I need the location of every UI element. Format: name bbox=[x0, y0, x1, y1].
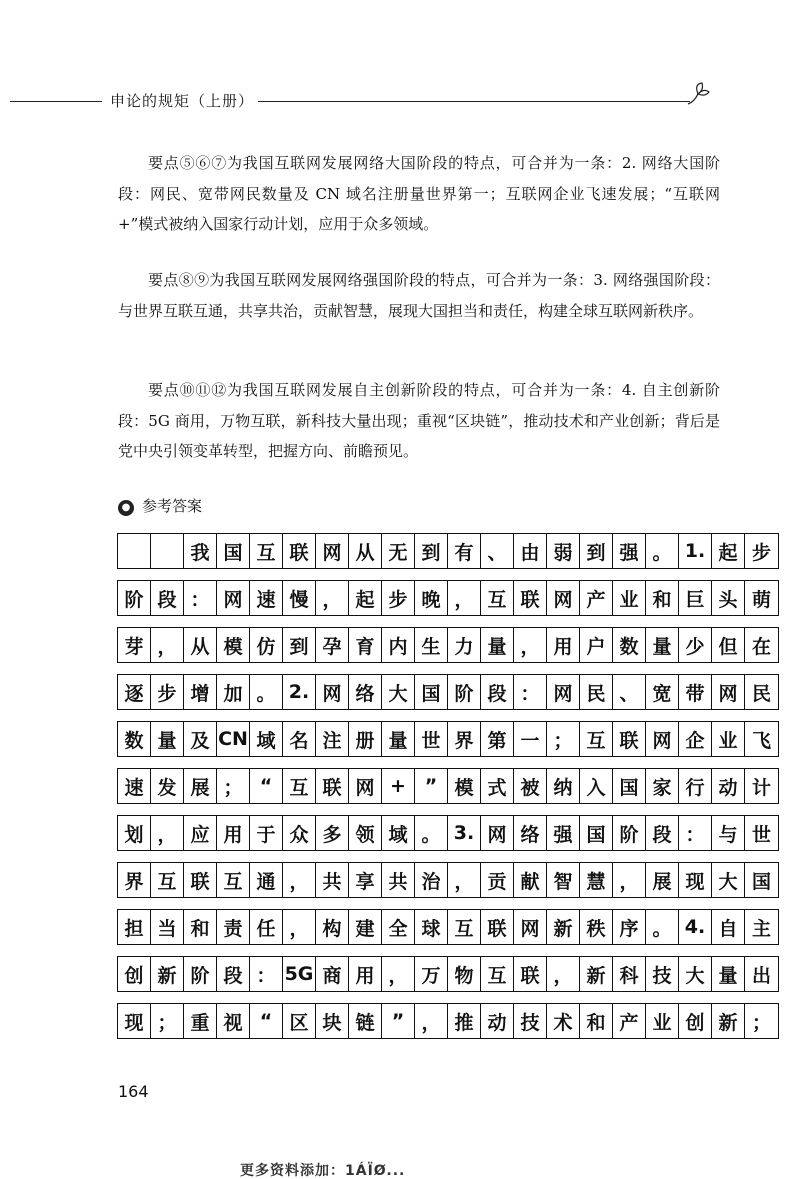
grid-cell: 世 bbox=[415, 722, 448, 756]
grid-cell: 自 bbox=[712, 910, 745, 944]
grid-cell: 划 bbox=[118, 816, 151, 850]
grid-cell: 速 bbox=[250, 581, 283, 615]
grid-row bbox=[117, 815, 779, 851]
grid-cell: 推 bbox=[448, 1004, 481, 1038]
grid-cell: 由 bbox=[514, 534, 547, 568]
grid-cell: ， bbox=[613, 863, 646, 897]
grid-cell: 2. bbox=[283, 675, 316, 709]
grid-cell: 起 bbox=[349, 581, 382, 615]
grid-cell: ； bbox=[217, 769, 250, 803]
grid-cell: ， bbox=[448, 863, 481, 897]
grid-cell: ： bbox=[514, 675, 547, 709]
grid-cell: 量 bbox=[481, 628, 514, 662]
grid-cell: 段 bbox=[646, 816, 679, 850]
grid-cell: ， bbox=[151, 628, 184, 662]
grid-cell: 到 bbox=[580, 534, 613, 568]
grid-cell: 册 bbox=[349, 722, 382, 756]
grid-cell: 芽 bbox=[118, 628, 151, 662]
grid-cell: 萌 bbox=[751, 588, 771, 611]
grid-cell: ； bbox=[751, 1011, 771, 1034]
grid-cell: 国 bbox=[751, 870, 771, 893]
grid-cell: 量 bbox=[646, 628, 679, 662]
grid-cell: 新 bbox=[151, 957, 184, 991]
grid-cell: 当 bbox=[151, 910, 184, 944]
grid-cell: + bbox=[382, 769, 415, 803]
grid-cell: 用 bbox=[547, 628, 580, 662]
grid-cell: 段 bbox=[151, 581, 184, 615]
grid-cell: 注 bbox=[316, 722, 349, 756]
grid-cell bbox=[151, 534, 184, 568]
grid-cell: 增 bbox=[184, 675, 217, 709]
grid-row bbox=[117, 1003, 779, 1039]
grid-cell: 网 bbox=[316, 534, 349, 568]
grid-cell: 互 bbox=[250, 534, 283, 568]
grid-cell: 链 bbox=[349, 1004, 382, 1038]
grid-cell: 大 bbox=[712, 863, 745, 897]
grid-cell: 创 bbox=[118, 957, 151, 991]
grid-cell: 展 bbox=[184, 769, 217, 803]
grid-cell: 万 bbox=[415, 957, 448, 991]
grid-cell: 国 bbox=[613, 769, 646, 803]
grid-cell: 从 bbox=[184, 628, 217, 662]
grid-cell: ； bbox=[151, 1004, 184, 1038]
grid-cell: 量 bbox=[712, 957, 745, 991]
grid-cell: 技 bbox=[646, 957, 679, 991]
footer-watermark-text: 更多资料添加：1ÁÏØ... bbox=[240, 1163, 406, 1179]
grid-cell: 术 bbox=[547, 1004, 580, 1038]
grid-cell: 于 bbox=[250, 816, 283, 850]
footer-watermark-fragment bbox=[240, 1150, 480, 1179]
grid-cell: 模 bbox=[217, 628, 250, 662]
grid-cell: 技 bbox=[514, 1004, 547, 1038]
grid-cell: ， bbox=[283, 863, 316, 897]
grid-cell: 发 bbox=[151, 769, 184, 803]
grid-cell: 阶 bbox=[184, 957, 217, 991]
grid-cell: 名 bbox=[283, 722, 316, 756]
grid-cell bbox=[118, 534, 151, 568]
grid-cell: 少 bbox=[679, 628, 712, 662]
grid-cell: 段 bbox=[481, 675, 514, 709]
grid-cell: 速 bbox=[118, 769, 151, 803]
grid-cell: 域 bbox=[250, 722, 283, 756]
grid-cell: 内 bbox=[382, 628, 415, 662]
grid-cell: 治 bbox=[415, 863, 448, 897]
answer-grid bbox=[117, 533, 779, 1050]
grid-cell: 企 bbox=[679, 722, 712, 756]
grid-cell: 球 bbox=[415, 910, 448, 944]
grid-cell: 网 bbox=[217, 581, 250, 615]
grid-cell: 数 bbox=[613, 628, 646, 662]
grid-cell: 阶 bbox=[448, 675, 481, 709]
grid-row bbox=[117, 909, 779, 945]
grid-cell: ， bbox=[151, 816, 184, 850]
grid-cell: 大 bbox=[382, 675, 415, 709]
grid-cell: 网 bbox=[481, 816, 514, 850]
grid-cell: 应 bbox=[184, 816, 217, 850]
grid-cell: 序 bbox=[613, 910, 646, 944]
grid-cell: 现 bbox=[679, 863, 712, 897]
grid-cell: 4. bbox=[679, 910, 712, 944]
grid-cell: 被 bbox=[514, 769, 547, 803]
grid-cell: 产 bbox=[613, 1004, 646, 1038]
grid-cell: 主 bbox=[751, 917, 771, 940]
grid-cell: 生 bbox=[415, 628, 448, 662]
grid-cell: 民 bbox=[751, 682, 771, 705]
grid-cell: 阶 bbox=[118, 581, 151, 615]
grid-cell: 网 bbox=[316, 675, 349, 709]
grid-cell: 现 bbox=[118, 1004, 151, 1038]
grid-cell: 众 bbox=[283, 816, 316, 850]
grid-row bbox=[117, 533, 779, 569]
grid-cell: 第 bbox=[481, 722, 514, 756]
grid-cell: 新 bbox=[580, 957, 613, 991]
grid-cell: 界 bbox=[118, 863, 151, 897]
grid-cell: 界 bbox=[448, 722, 481, 756]
header-rule-left bbox=[10, 101, 102, 102]
grid-cell: 有 bbox=[448, 534, 481, 568]
grid-cell: 智 bbox=[547, 863, 580, 897]
grid-cell: 国 bbox=[580, 816, 613, 850]
grid-cell: 强 bbox=[613, 534, 646, 568]
grid-cell: 行 bbox=[679, 769, 712, 803]
grid-row bbox=[117, 674, 779, 710]
grid-cell: 弱 bbox=[547, 534, 580, 568]
grid-cell: 动 bbox=[712, 769, 745, 803]
grid-cell: 民 bbox=[580, 675, 613, 709]
grid-cell: 视 bbox=[217, 1004, 250, 1038]
grid-cell: 业 bbox=[646, 1004, 679, 1038]
grid-cell: 构 bbox=[316, 910, 349, 944]
grid-row bbox=[117, 768, 779, 804]
grid-cell: 重 bbox=[184, 1004, 217, 1038]
grid-cell: 联 bbox=[184, 863, 217, 897]
grid-cell: 联 bbox=[514, 957, 547, 991]
grid-cell: 和 bbox=[646, 581, 679, 615]
grid-cell: 5G bbox=[283, 957, 316, 991]
grid-cell: 量 bbox=[382, 722, 415, 756]
grid-cell: 业 bbox=[613, 581, 646, 615]
grid-cell: 我 bbox=[184, 534, 217, 568]
grid-cell: 与 bbox=[712, 816, 745, 850]
grid-cell: 。 bbox=[646, 910, 679, 944]
grid-cell: 域 bbox=[382, 816, 415, 850]
grid-cell: 全 bbox=[382, 910, 415, 944]
grid-cell: 享 bbox=[349, 863, 382, 897]
grid-cell: 。 bbox=[415, 816, 448, 850]
grid-cell: 互 bbox=[481, 581, 514, 615]
grid-cell: 秩 bbox=[580, 910, 613, 944]
book-title: 申论的规矩（上册） bbox=[110, 92, 255, 110]
grid-cell: 新 bbox=[712, 1004, 745, 1038]
grid-cell: 到 bbox=[415, 534, 448, 568]
running-header bbox=[0, 86, 800, 116]
grid-cell: 1. bbox=[679, 534, 712, 568]
grid-cell: 网 bbox=[547, 675, 580, 709]
grid-cell: 出 bbox=[751, 964, 771, 987]
page-number: 164 bbox=[118, 1082, 149, 1101]
grid-cell: 网 bbox=[712, 675, 745, 709]
grid-cell: 用 bbox=[349, 957, 382, 991]
answer-heading-label: 参考答案 bbox=[142, 497, 203, 515]
grid-cell: ， bbox=[382, 957, 415, 991]
grid-cell: 联 bbox=[481, 910, 514, 944]
grid-cell: 步 bbox=[151, 675, 184, 709]
grid-cell: 联 bbox=[514, 581, 547, 615]
grid-row bbox=[117, 956, 779, 992]
grid-cell: 业 bbox=[712, 722, 745, 756]
grid-cell: 头 bbox=[712, 581, 745, 615]
paragraph-key-points-strong-network: 要点⑧⑨为我国互联网发展网络强国阶段的特点，可合并为一条：3. 网络强国阶段：与世界互联互通，共享共治，贡献智慧，展现大国担当和责任，构建全球互联网新秩序。 bbox=[118, 271, 720, 320]
grid-cell: 互 bbox=[448, 910, 481, 944]
grid-cell: 慧 bbox=[580, 863, 613, 897]
grid-cell: ， bbox=[547, 957, 580, 991]
grid-cell: 无 bbox=[382, 534, 415, 568]
sprout-icon bbox=[684, 80, 712, 108]
grid-cell: “ bbox=[250, 769, 283, 803]
grid-cell: 互 bbox=[151, 863, 184, 897]
grid-row bbox=[117, 580, 779, 616]
grid-cell: 纳 bbox=[547, 769, 580, 803]
grid-cell: 一 bbox=[514, 722, 547, 756]
grid-cell: 巨 bbox=[679, 581, 712, 615]
grid-cell: 创 bbox=[679, 1004, 712, 1038]
paragraph-key-points-network-power: 要点⑤⑥⑦为我国互联网发展网络大国阶段的特点，可合并为一条：2. 网络大国阶段：网民、宽带网民数量及 CN 域名注册量世界第一；互联网企业飞速发展；“互联网 +”模式被纳入国家行动计划，应用于众多领域。 bbox=[118, 154, 720, 233]
grid-cell: ， bbox=[448, 581, 481, 615]
grid-cell: ； bbox=[547, 722, 580, 756]
grid-cell: 起 bbox=[712, 534, 745, 568]
grid-cell: 产 bbox=[580, 581, 613, 615]
grid-cell: 家 bbox=[646, 769, 679, 803]
grid-cell: ， bbox=[283, 910, 316, 944]
grid-cell: 络 bbox=[349, 675, 382, 709]
grid-cell: 加 bbox=[217, 675, 250, 709]
grid-cell: ” bbox=[415, 769, 448, 803]
grid-cell: 飞 bbox=[751, 729, 771, 752]
grid-cell: 世 bbox=[751, 823, 771, 846]
grid-cell: 网 bbox=[514, 910, 547, 944]
grid-cell: 网 bbox=[349, 769, 382, 803]
grid-row bbox=[117, 721, 779, 757]
grid-cell: 互 bbox=[580, 722, 613, 756]
grid-cell: 通 bbox=[250, 863, 283, 897]
grid-cell: ： bbox=[250, 957, 283, 991]
grid-cell: 带 bbox=[679, 675, 712, 709]
grid-cell: 建 bbox=[349, 910, 382, 944]
grid-cell: 国 bbox=[415, 675, 448, 709]
grid-cell: 量 bbox=[151, 722, 184, 756]
grid-cell: ： bbox=[184, 581, 217, 615]
grid-cell: 逐 bbox=[118, 675, 151, 709]
grid-cell: 联 bbox=[613, 722, 646, 756]
grid-cell: 及 bbox=[184, 722, 217, 756]
grid-cell: ， bbox=[514, 628, 547, 662]
grid-cell: 阶 bbox=[613, 816, 646, 850]
grid-row bbox=[117, 627, 779, 663]
answer-heading bbox=[118, 495, 202, 516]
grid-cell: 科 bbox=[613, 957, 646, 991]
grid-cell: 仿 bbox=[250, 628, 283, 662]
header-rule-right bbox=[258, 101, 690, 102]
grid-cell: 网 bbox=[646, 722, 679, 756]
grid-cell: 育 bbox=[349, 628, 382, 662]
grid-cell: 宽 bbox=[646, 675, 679, 709]
grid-cell: 献 bbox=[514, 863, 547, 897]
grid-cell: 力 bbox=[448, 628, 481, 662]
grid-cell: 计 bbox=[751, 776, 771, 799]
grid-cell: 块 bbox=[316, 1004, 349, 1038]
grid-cell: 区 bbox=[283, 1004, 316, 1038]
grid-cell: 在 bbox=[751, 635, 771, 658]
grid-cell: 。 bbox=[646, 534, 679, 568]
grid-cell: 和 bbox=[580, 1004, 613, 1038]
grid-cell: 用 bbox=[217, 816, 250, 850]
grid-row bbox=[117, 862, 779, 898]
grid-cell: ， bbox=[316, 581, 349, 615]
grid-cell: 共 bbox=[316, 863, 349, 897]
grid-cell: 领 bbox=[349, 816, 382, 850]
grid-cell: 强 bbox=[547, 816, 580, 850]
grid-cell: “ bbox=[250, 1004, 283, 1038]
grid-cell: 数 bbox=[118, 722, 151, 756]
grid-cell: 式 bbox=[481, 769, 514, 803]
grid-cell: 物 bbox=[448, 957, 481, 991]
grid-cell: 共 bbox=[382, 863, 415, 897]
grid-cell: 3. bbox=[448, 816, 481, 850]
grid-cell: ： bbox=[679, 816, 712, 850]
grid-cell: 担 bbox=[118, 910, 151, 944]
grid-cell: 段 bbox=[217, 957, 250, 991]
grid-cell: 互 bbox=[481, 957, 514, 991]
grid-cell: 和 bbox=[184, 910, 217, 944]
grid-cell: 。 bbox=[250, 675, 283, 709]
grid-cell: 网 bbox=[547, 581, 580, 615]
grid-cell: 任 bbox=[250, 910, 283, 944]
answer-badge-icon: ● bbox=[118, 500, 134, 516]
grid-cell: 步 bbox=[382, 581, 415, 615]
grid-cell: 户 bbox=[580, 628, 613, 662]
grid-cell: 从 bbox=[349, 534, 382, 568]
grid-cell: 国 bbox=[217, 534, 250, 568]
grid-cell: 联 bbox=[316, 769, 349, 803]
grid-cell: 络 bbox=[514, 816, 547, 850]
grid-cell: 商 bbox=[316, 957, 349, 991]
paragraph-key-points-innovation: 要点⑩⑪⑫为我国互联网发展自主创新阶段的特点，可合并为一条：4. 自主创新阶段：5G 商用，万物互联，新科技大量出现；重视“区块链”，推动技术和产业创新；背后是党中央引领变革转型，把握方向、前瞻预见。 bbox=[118, 381, 720, 460]
grid-cell: 动 bbox=[481, 1004, 514, 1038]
grid-cell: 慢 bbox=[283, 581, 316, 615]
grid-cell: 入 bbox=[580, 769, 613, 803]
grid-cell: 大 bbox=[679, 957, 712, 991]
grid-cell: 到 bbox=[283, 628, 316, 662]
grid-cell: 多 bbox=[316, 816, 349, 850]
grid-cell: 展 bbox=[646, 863, 679, 897]
grid-cell: 步 bbox=[751, 541, 771, 564]
grid-cell: 模 bbox=[448, 769, 481, 803]
grid-cell: CN bbox=[217, 722, 250, 756]
grid-cell: 联 bbox=[283, 534, 316, 568]
grid-cell: ， bbox=[415, 1004, 448, 1038]
grid-cell: 互 bbox=[283, 769, 316, 803]
grid-cell: 孕 bbox=[316, 628, 349, 662]
grid-cell: 、 bbox=[613, 675, 646, 709]
grid-cell: 、 bbox=[481, 534, 514, 568]
grid-cell: 但 bbox=[712, 628, 745, 662]
grid-cell: 贡 bbox=[481, 863, 514, 897]
grid-cell: 晚 bbox=[415, 581, 448, 615]
grid-cell: 责 bbox=[217, 910, 250, 944]
grid-cell: 新 bbox=[547, 910, 580, 944]
grid-cell: 互 bbox=[217, 863, 250, 897]
grid-cell: ” bbox=[382, 1004, 415, 1038]
